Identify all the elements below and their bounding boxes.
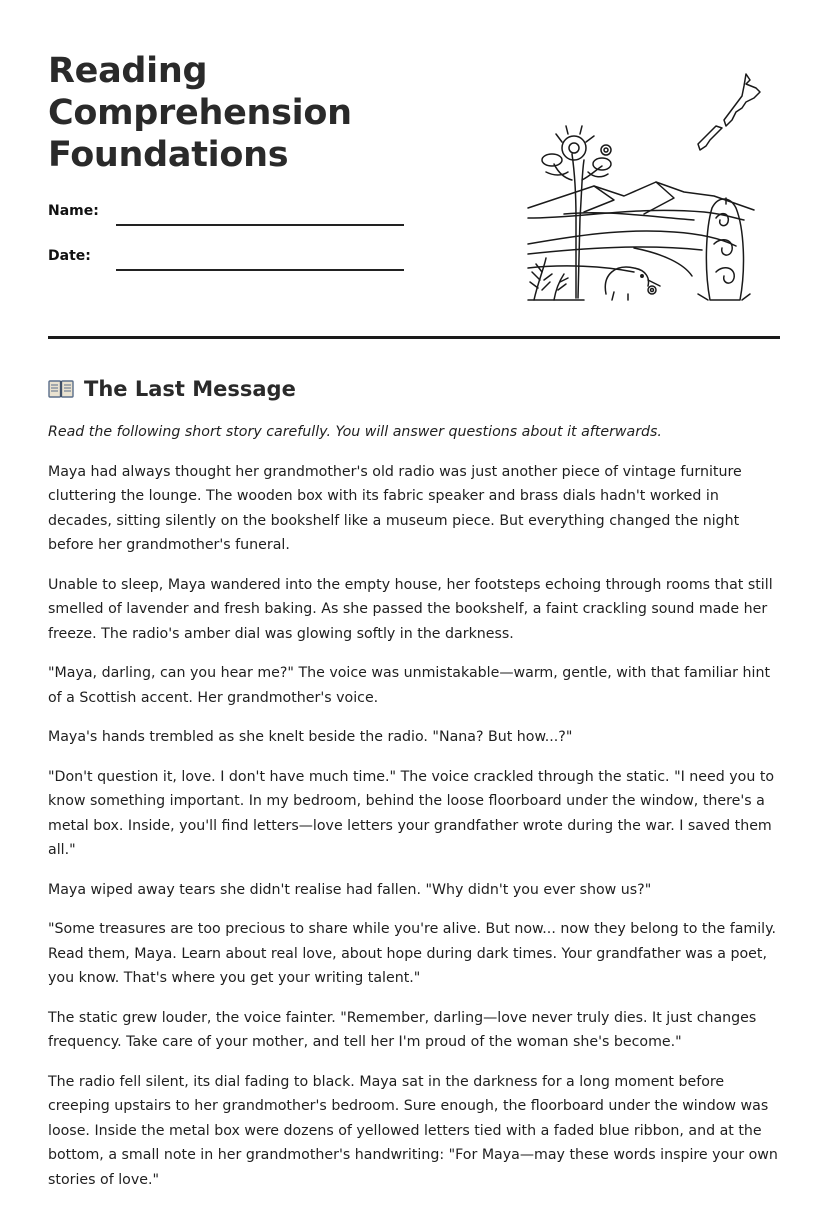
name-label: Name: xyxy=(48,203,99,219)
story-title xyxy=(48,374,296,404)
worksheet-page xyxy=(48,0,780,1188)
name-input-line[interactable] xyxy=(116,224,404,226)
story-paragraph-1: Maya had always thought her grandmother's old radio was just another piece of vintage furniture cluttering the lounge. The wooden box with its fabric speaker and brass dials hadn't worked in decades, sitting silently on the bookshelf like a museum piece. But everything changed the night before her grandmother's funeral. xyxy=(48,463,742,553)
new-zealand-map-icon xyxy=(698,74,760,150)
name-field[interactable] xyxy=(48,202,404,220)
new-zealand-landscape-illustration xyxy=(524,68,770,304)
story-paragraph-3: "Maya, darling, can you hear me?" The voice was unmistakable—warm, gentle, with that familiar hint of a Scottish accent. Her grandmother's voice. xyxy=(48,665,771,706)
page-title: Reading Comprehension Foundations xyxy=(48,51,352,175)
worksheet-header xyxy=(48,0,780,401)
story-paragraph-7: "Some treasures are too precious to share while you're alive. But now... now they belong to the family. Read them, Maya. Learn about real love, about hope during dark times. Your grandfather was a poet, you know. That's where you get your writing talent." xyxy=(48,921,776,986)
date-field[interactable] xyxy=(48,247,404,265)
story-paragraph-6: Maya wiped away tears she didn't realise had fallen. "Why didn't you ever show us?" xyxy=(48,881,652,898)
story-paragraph-2: Unable to sleep, Maya wandered into the empty house, her footsteps echoing through rooms that still smelled of lavender and fresh baking. As she passed the bookshelf, a faint crackling sound made her freeze. The radio's amber dial was glowing softly in the darkness. xyxy=(48,576,773,642)
book-icon xyxy=(48,379,74,399)
story-content xyxy=(48,420,780,1207)
story-paragraph-5: "Don't question it, love. I don't have much time." The voice crackled through the static. "I need you to know something important. In my bedroom, behind the loose floorboard under the window, there's a metal box. Inside, you'll find letters—love letters your grandfather wrote during the war. I saved them all." xyxy=(48,768,775,858)
story-paragraph-8: The static grew louder, the voice fainter. "Remember, darling—love never truly dies. It just changes frequency. Take care of your mother, and tell her I'm proud of the woman she's become." xyxy=(48,1009,757,1050)
story-paragraph-4: Maya's hands trembled as she knelt beside the radio. "Nana? But how...?" xyxy=(48,729,573,745)
reading-instructions: Read the following short story carefully. You will answer questions about it afterwards. xyxy=(48,424,662,440)
story-paragraph-9: The radio fell silent, its dial fading to black. Maya sat in the darkness for a long moment before creeping upstairs to her grandmother's bedroom. Sure enough, the floorboard under the window was loose. Inside the metal box were dozens of yellowed letters tied with a faded blue ribbon, and at the bottom, a small note in her grandmother's handwriting: "For Maya—may these words inspire your own stories of love." xyxy=(48,1073,778,1188)
mountains-icon xyxy=(528,182,754,276)
story-title-text: The Last Message xyxy=(84,377,296,401)
maori-carving-icon xyxy=(698,198,750,300)
date-label: Date: xyxy=(48,248,91,264)
date-input-line[interactable] xyxy=(116,269,404,271)
header-divider xyxy=(48,336,780,339)
pohutukawa-tree-icon xyxy=(542,126,611,298)
